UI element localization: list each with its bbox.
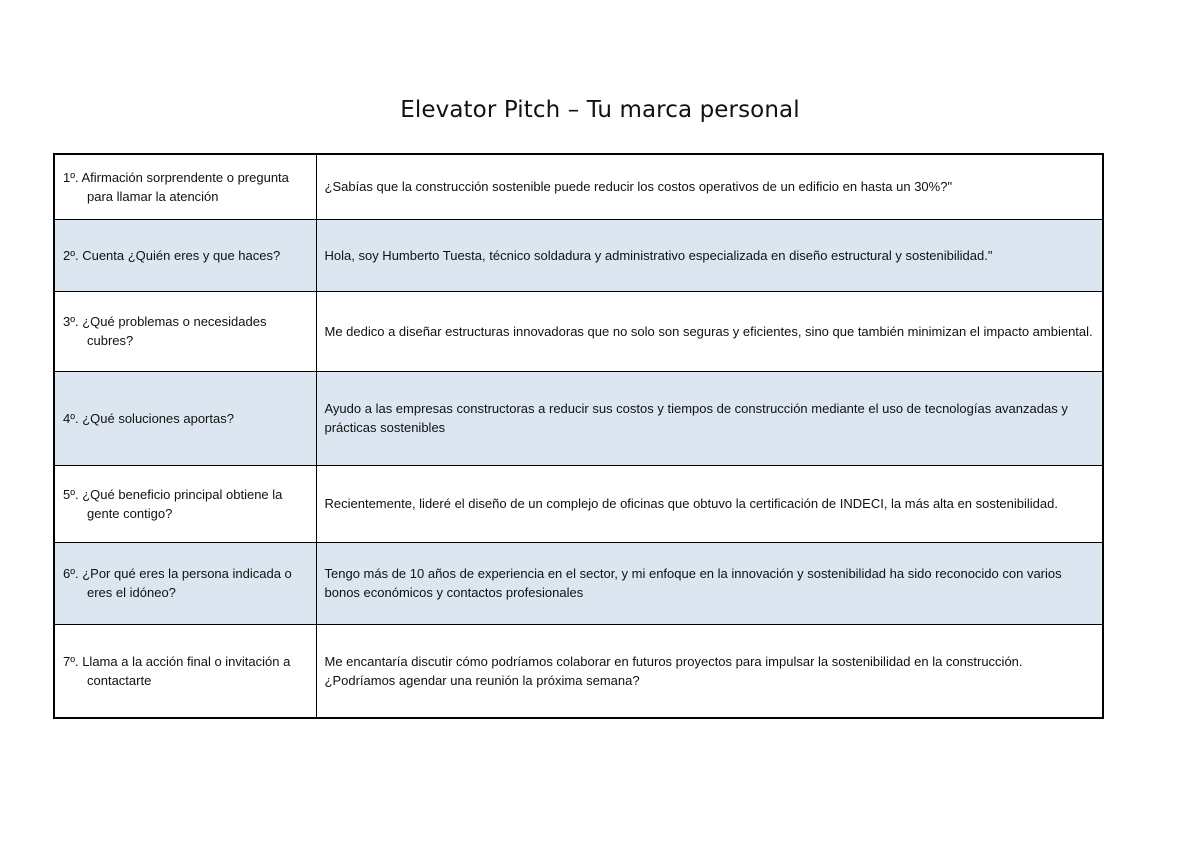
answer-cell: Hola, soy Humberto Tuesta, técnico soldadura y administrativo especializada en diseño estructural y sostenibilidad.": [316, 219, 1103, 291]
table-row: [54, 542, 1103, 624]
answer-cell: Tengo más de 10 años de experiencia en el sector, y mi enfoque en la innovación y sostenibilidad ha sido reconocido con varios bonos económicos y contactos profesionales: [316, 542, 1103, 624]
question-cell: [54, 371, 316, 465]
answer-cell: Me dedico a diseñar estructuras innovadoras que no solo son seguras y eficientes, sino que también minimizan el impacto ambiental.: [316, 291, 1103, 371]
table-row: [54, 465, 1103, 542]
question-cell: [54, 219, 316, 291]
table-row: [54, 219, 1103, 291]
answer-cell: Recientemente, lideré el diseño de un complejo de oficinas que obtuvo la certificación de INDECI, la más alta en sostenibilidad.: [316, 465, 1103, 542]
question-cell: [54, 624, 316, 718]
question-text: 6º. ¿Por qué eres la persona indicada o eres el idóneo?: [63, 566, 292, 600]
question-text: 7º. Llama a la acción final o invitación a contactarte: [63, 653, 291, 688]
question-text: 1º. Afirmación sorprendente o pregunta para llamar la atención: [63, 169, 289, 204]
page-title: Elevator Pitch – Tu marca personal: [400, 97, 800, 123]
question-text: 2º. Cuenta ¿Quién eres y que haces?: [63, 247, 281, 263]
answer-cell: Ayudo a las empresas constructoras a reducir sus costos y tiempos de construcción mediante el uso de tecnologías avanzadas y prácticas sostenibles: [316, 371, 1103, 465]
answer-cell: Me encantaría discutir cómo podríamos colaborar en futuros proyectos para impulsar la sostenibilidad en la construcción. ¿Podríamos agendar una reunión la próxima semana?: [316, 624, 1103, 718]
question-text: 5º. ¿Qué beneficio principal obtiene la gente contigo?: [63, 486, 283, 521]
table-row: [54, 371, 1103, 465]
table-row: [54, 624, 1103, 718]
pitch-table: [53, 153, 1104, 719]
question-cell: [54, 291, 316, 371]
question-cell: [54, 465, 316, 542]
table-row: [54, 291, 1103, 371]
question-cell: [54, 154, 316, 219]
question-cell: [54, 542, 316, 624]
question-text: 4º. ¿Qué soluciones aportas?: [63, 410, 234, 426]
answer-cell: ¿Sabías que la construcción sostenible puede reducir los costos operativos de un edificio en hasta un 30%?": [316, 154, 1103, 219]
question-text: 3º. ¿Qué problemas o necesidades cubres?: [63, 314, 267, 348]
table-row: [54, 154, 1103, 219]
